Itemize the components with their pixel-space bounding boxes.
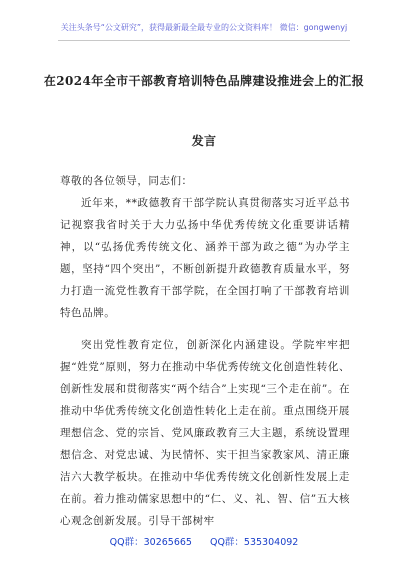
footer-contact — [0, 534, 408, 548]
body-paragraph-2: 突出党性教育定位，创新深化内涵建设。学院牢牢把握“姓党”原则，努力在推动中华优秀传统文化创造性转化、创新性发展和贯彻落实“两个结合”上实现“三个走在前”。在推动中华优秀传统文化创造性转化上走在前。重点围绕开展理想信念、党的宗旨、党风廉政教育三大主题，系统设置理想信念、对党忠诚、为民情怀、实干担当家教家风、清正廉洁六大教学板块。在推动中华优秀传统文化创新性发展上走在前。着力推动儒家思想中的“仁、义、礼、智、信”五大核心观念创新发展。引导干部树牢 — [60, 339, 350, 527]
header-divider — [58, 40, 350, 41]
body-paragraph-1: 近年来，**政德教育干部学院认真贯彻落实习近平总书记视察我省时关于大力弘扬中华优秀传统文化重要讲话精神，以“弘扬优秀传统文化、涵养干部为政之德”为办学主题，坚持“四个突出”，不断创新提升政德教育质量水平，努力打造一流党性教育干部学院，在全国打响了干部教育培训特色品牌。 — [60, 197, 350, 319]
greeting: 尊敬的各位领导，同志们： — [60, 175, 193, 187]
header-promo-note: 关注头条号“公文研究”，获得最新最全最专业的公文资料库！ 微信：gongwenyj — [60, 23, 348, 32]
document-title-continued: 发言 — [191, 134, 217, 148]
footer-qq-group-2: QQ群：535304092 — [209, 537, 299, 548]
footer-qq-group-1: QQ群：30265665 — [109, 537, 192, 548]
document-body — [60, 170, 350, 532]
document-title: 在2024年全市干部教育培训特色品牌建设推进会上的汇报 — [43, 74, 365, 88]
